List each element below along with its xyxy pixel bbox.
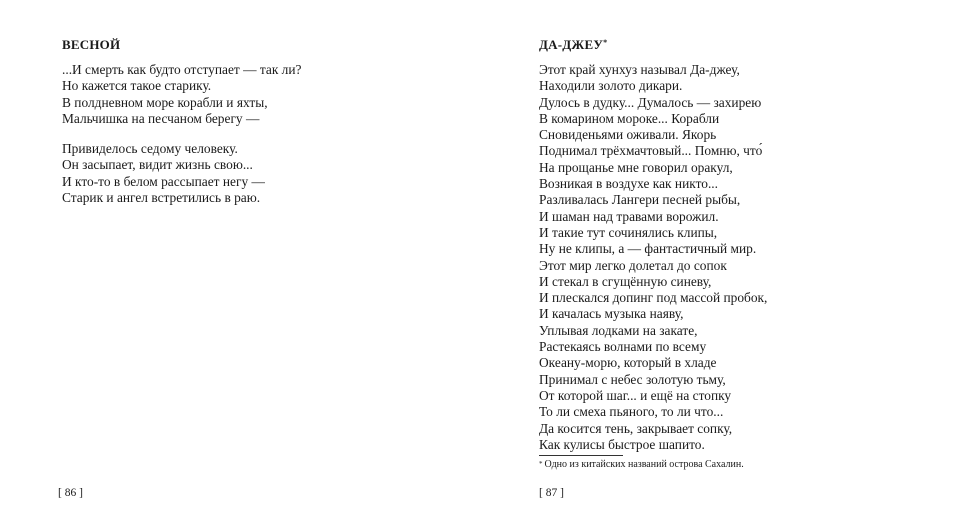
poem-line: Он засыпает, видит жизнь свою... (62, 157, 253, 173)
poem-line: В комарином мороке... Корабли (539, 110, 720, 126)
poem-line: Поднимал трёхмачтовый... Помню, что́ (539, 143, 763, 159)
stanza (539, 62, 767, 453)
poem-line: На прощанье мне говорил оракул, (539, 159, 733, 175)
poem-line: Ну не клипы, а — фантастичный мир. (539, 241, 757, 257)
poem-line: И стекал в сгущённую синеву, (539, 273, 712, 289)
poem-line: Этот мир легко долетал до сопок (539, 257, 727, 273)
poem-line: Этот край хунхуз называл Да-джеу, (539, 62, 740, 77)
poem-line: Как кулисы быстрое шапито. (539, 436, 705, 452)
poem-line: Старик и ангел встретились в раю. (62, 189, 261, 205)
poem-line: Дулось в дудку... Думалось — захирею (539, 94, 762, 110)
poem-line: Да косится тень, закрывает сопку, (539, 420, 733, 436)
poem-line: От которой шаг... и ещё на стопку (539, 387, 732, 403)
poem-line: В полдневном море корабли и яхты, (62, 94, 268, 110)
poem-title-text: ВЕСНОЙ (62, 37, 121, 52)
poem-line: Принимал с небес золотую тьму, (539, 371, 726, 387)
poem-line: Сновиденьями оживали. Якорь (539, 127, 717, 143)
poem-line: Но кажется такое старику. (62, 78, 212, 94)
poem-line: Уплывая лодками на закате, (539, 322, 698, 338)
poem-line: Разливалась Лангери песней рыбы, (539, 192, 741, 208)
poem-line: Растекаясь волнами по всему (539, 339, 707, 355)
poem-line: И такие тут сочинялись клипы, (539, 224, 718, 240)
poem-line: И плескался допинг под массой пробок, (539, 290, 768, 306)
poem-line: И шаман над травами ворожил. (539, 208, 719, 224)
footnote-divider (539, 455, 623, 456)
page-number: [ 86 ] (58, 487, 83, 499)
poem-line: Океану-морю, который в хладе (539, 355, 717, 371)
poem-title (539, 36, 607, 54)
poem-line: Мальчишка на песчаном берегу — (62, 110, 260, 126)
stanza (62, 62, 301, 127)
poem-title (62, 36, 120, 54)
stanza (62, 141, 265, 206)
poem-line: И кто-то в белом рассыпает негу — (62, 173, 265, 189)
poem-line: Находили золото дикари. (539, 78, 683, 94)
poem-line: Привиделось седому человеку. (62, 141, 238, 156)
poem-line: ...И смерть как будто отступает — так ли? (62, 62, 302, 77)
footnote (539, 458, 744, 472)
right-page (480, 0, 960, 528)
poem-line: И качалась музыка наяву, (539, 306, 684, 322)
poem-line: Возникая в воздухе как никто... (539, 176, 718, 192)
page-number: [ 87 ] (539, 487, 564, 499)
footnote-mark: * (539, 460, 543, 468)
footnote-mark: * (603, 38, 608, 47)
poem-line: То ли смеха пьяного, то ли что... (539, 404, 724, 420)
footnote-text: Одно из китайских названий острова Сахалин. (544, 459, 744, 470)
poem-title-text: ДА-ДЖЕУ (539, 37, 604, 52)
